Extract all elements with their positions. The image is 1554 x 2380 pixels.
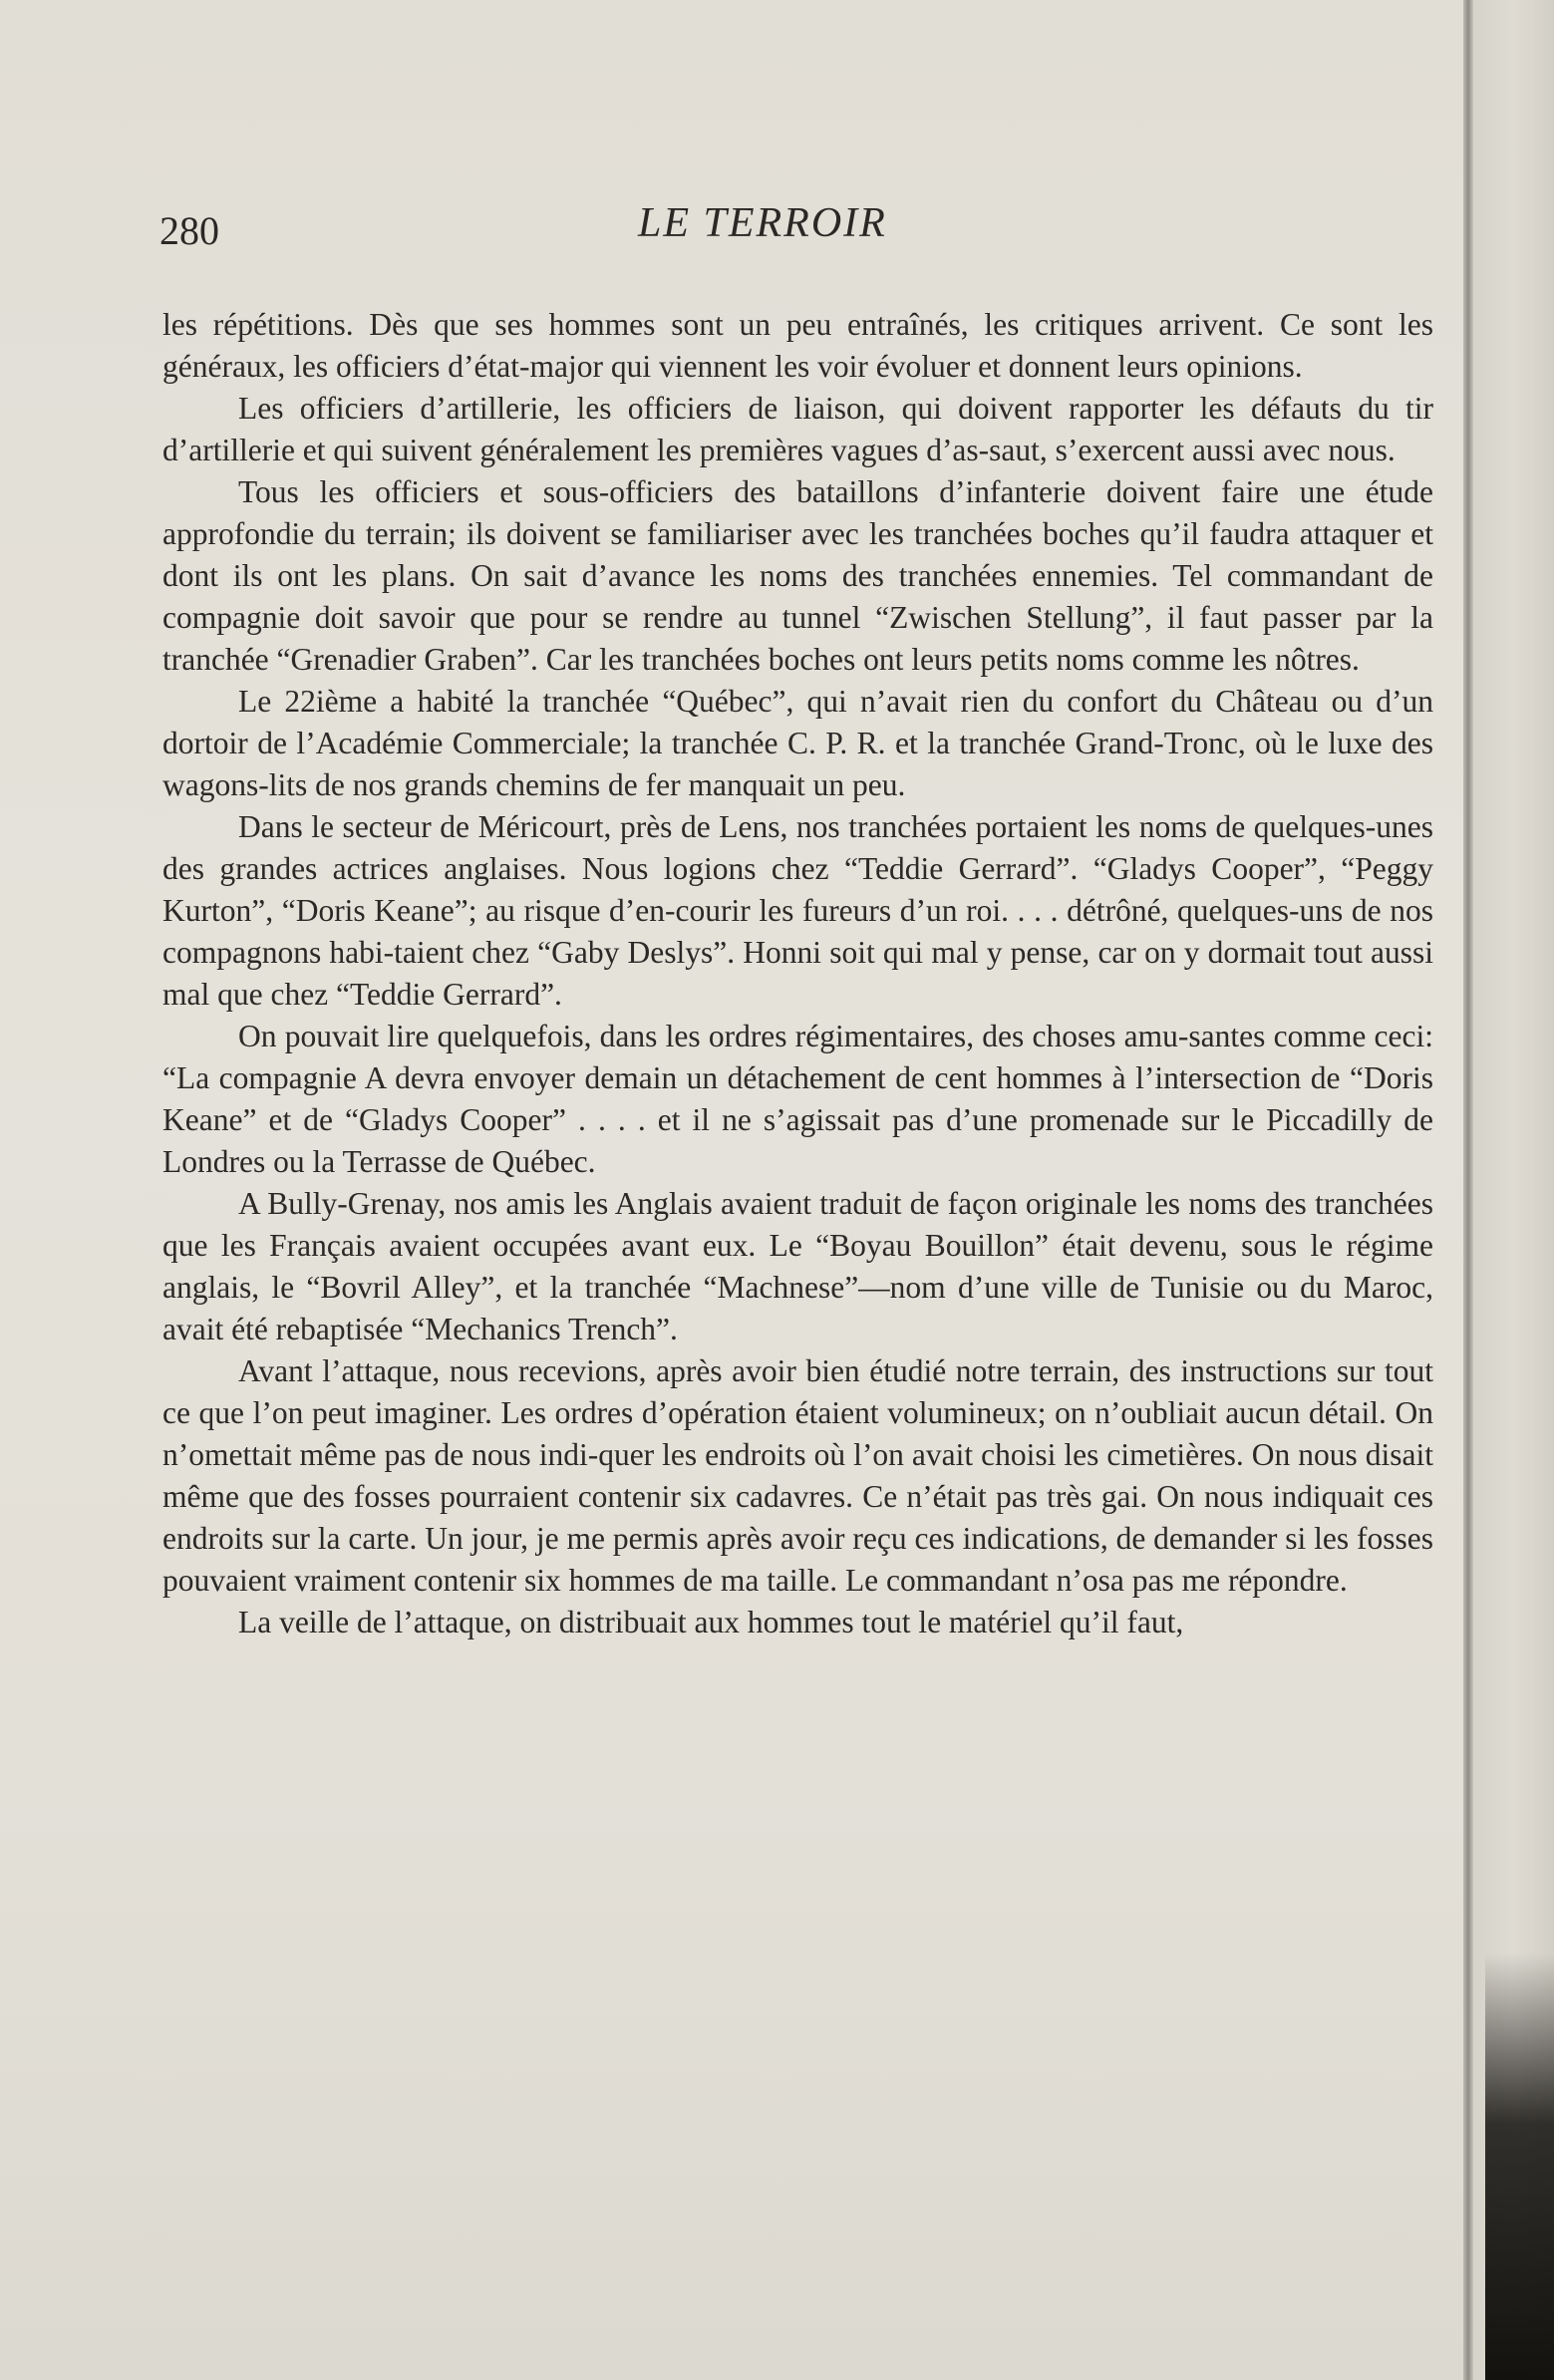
page-header	[159, 199, 1435, 259]
body-text	[162, 304, 1433, 1643]
paragraph: Les officiers d’artillerie, les officiers de liaison, qui doivent rapporter les défauts du tir d’artillerie et qui suivent généralement les premières vagues d’as-saut, s’exercent aussi avec nous.	[162, 391, 1433, 467]
paragraph: Avant l’attaque, nous recevions, après avoir bien étudié notre terrain, des instructions sur tout ce que l’on peut imaginer. Les ordres d’opération étaient volumineux; on n’oubliait aucun détail. On n’omettait même pas de nous indi-quer les endroits où l’on avait choisi les cimetières. On nous disait même que des fosses pourraient contenir six cadavres. Ce n’était pas très gai. On nous indiquait ces endroits sur la carte. Un jour, je me permis après avoir reçu ces indications, de demander si les fosses pouvaient vraiment contenir six hommes de ma taille. Le commandant n’osa pas me répondre.	[162, 1353, 1433, 1598]
paragraph: Dans le secteur de Méricourt, près de Lens, nos tranchées portaient les noms de quelques-unes des grandes actrices anglaises. Nous logions chez “Teddie Gerrard”. “Gladys Cooper”, “Peggy Kurton”, “Doris Keane”; au risque d’en-courir les fureurs d’un roi. . . . détrôné, quelques-uns de nos compagnons habi-taient chez “Gaby Deslys”. Honni soit qui mal y pense, car on y dormait tout aussi mal que chez “Teddie Gerrard”.	[162, 809, 1433, 1012]
paragraph: Le 22ième a habité la tranchée “Québec”, qui n’avait rien du confort du Château ou d’un dortoir de l’Académie Commerciale; la tranchée C. P. R. et la tranchée Grand-Tronc, où le luxe des wagons-lits de nos grands chemins de fer manquait un peu.	[162, 684, 1433, 802]
page-number: 280	[159, 208, 219, 253]
page-edge	[1463, 0, 1473, 2380]
paragraph: A Bully-Grenay, nos amis les Anglais avaient traduit de façon originale les noms des tranchées que les Français avaient occupées avant eux. Le “Boyau Bouillon” était devenu, sous le régime anglais, le “Bovril Alley”, et la tranchée “Machnese”—nom d’une ville de Tunisie ou du Maroc, avait été rebaptisée “Mechanics Trench”.	[162, 1186, 1433, 1346]
corner-shadow	[1485, 1953, 1554, 2380]
paragraph: On pouvait lire quelquefois, dans les ordres régimentaires, des choses amu-santes comme ceci: “La compagnie A devra envoyer demain un détachement de cent hommes à l’intersection de “Doris Keane” et de “Gladys Cooper” . . . . et il ne s’agissait pas d’une promenade sur le Piccadilly de Londres ou la Terrasse de Québec.	[162, 1019, 1433, 1179]
running-title: LE TERROIR	[638, 200, 887, 246]
paragraph: les répétitions. Dès que ses hommes sont un peu entraînés, les critiques arrivent. Ce sont les généraux, les officiers d’état-major qui viennent les voir évoluer et donnent leurs opinions.	[162, 307, 1433, 384]
paragraph: La veille de l’attaque, on distribuait aux hommes tout le matériel qu’il faut,	[238, 1605, 1184, 1639]
paragraph: Tous les officiers et sous-officiers des bataillons d’infanterie doivent faire une étude approfondie du terrain; ils doivent se familiariser avec les tranchées boches qu’il faudra attaquer et dont ils ont les plans. On sait d’avance les noms des tranchées ennemies. Tel commandant de compagnie doit savoir que pour se rendre au tunnel “Zwischen Stellung”, il faut passer par la tranchée “Grenadier Graben”. Car les tranchées boches ont leurs petits noms comme les nôtres.	[162, 474, 1433, 677]
